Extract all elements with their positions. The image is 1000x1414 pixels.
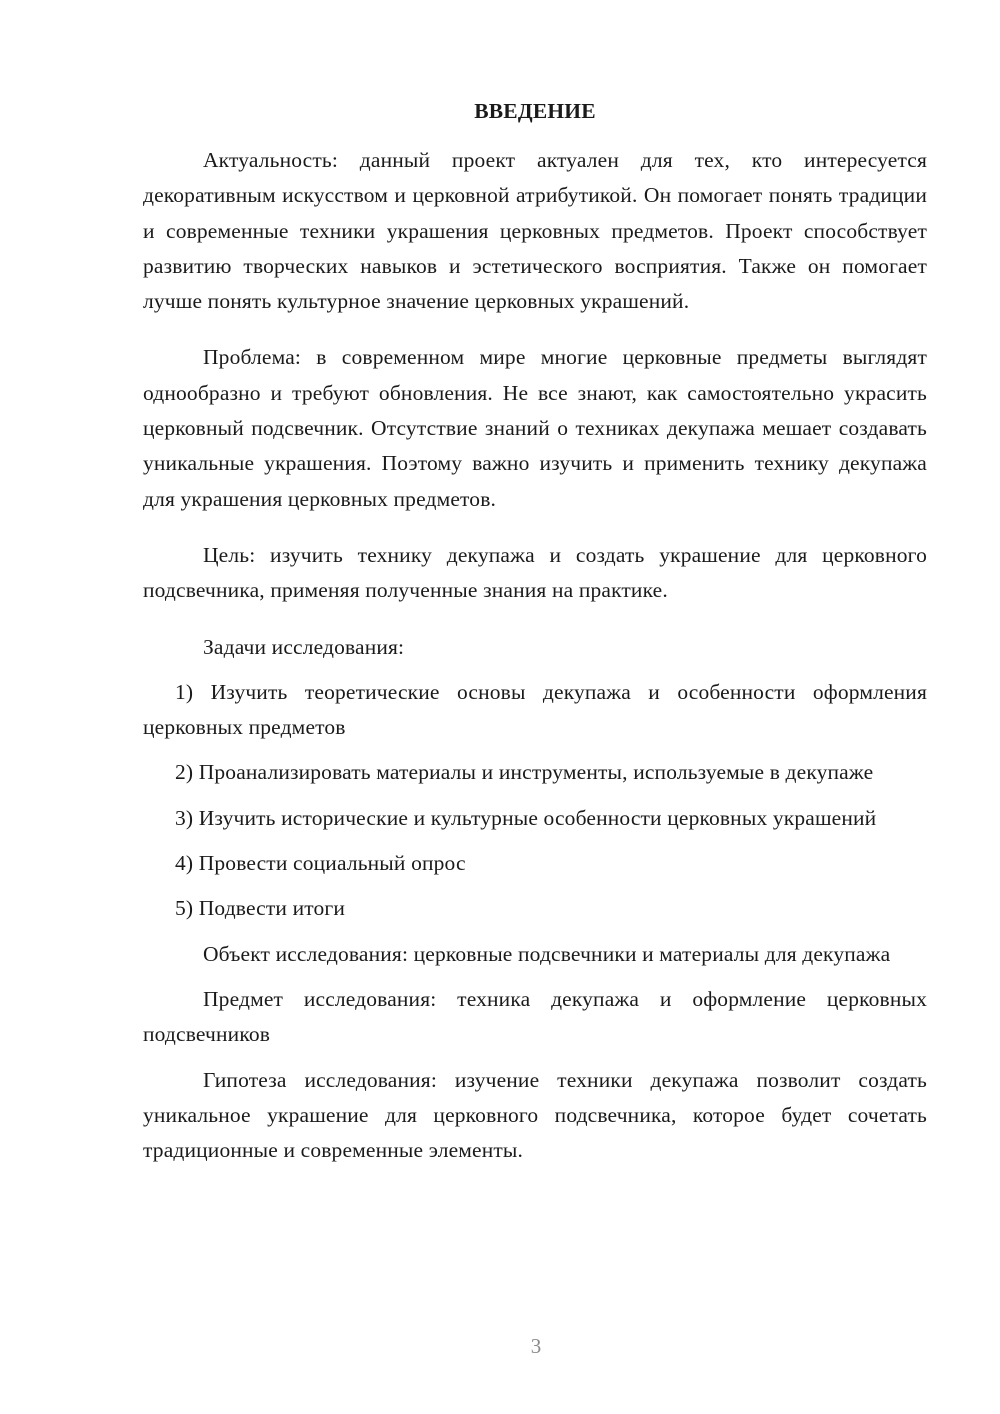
task-item-3: 3) Изучить исторические и культурные особенности церковных украшений <box>175 805 877 830</box>
page-content <box>143 96 927 1189</box>
tasks-heading: Задачи исследования: <box>203 634 405 659</box>
task-item-5: 5) Подвести итоги <box>175 896 346 921</box>
object-paragraph: Объект исследования: церковные подсвечники и материалы для декупажа <box>203 941 891 966</box>
relevance-paragraph: Актуальность: данный проект актуален для тех, кто интересуется декоративным искусством и церковной атрибутикой. Он помогает понять традиции и современные техники украшения церковных предметов. Проект способствует развитию творческих навыков и эстетического восприятия. Также он помогает лучше понять культурное значение церковных украшений. <box>143 148 927 314</box>
section-heading: ВВЕДЕНИЕ <box>474 99 596 123</box>
page-number: 3 <box>530 1334 542 1358</box>
problem-paragraph: Проблема: в современном мире многие церковные предметы выглядят однообразно и требуют обновления. Не все знают, как самостоятельно украсить церковный подсвечник. Отсутствие знаний о техниках декупажа мешает создавать уникальные украшения. Поэтому важно изучить и применить технику декупажа для украшения церковных предметов. <box>143 345 927 511</box>
goal-paragraph: Цель: изучить технику декупажа и создать украшение для церковного подсвечника, применяя полученные знания на практике. <box>143 542 927 603</box>
task-item-1: 1) Изучить теоретические основы декупажа и особенности оформления церковных предметов <box>143 679 927 740</box>
task-item-2: 2) Проанализировать материалы и инструменты, используемые в декупаже <box>175 760 874 785</box>
hypothesis-paragraph: Гипотеза исследования: изучение техники декупажа позволит создать уникальное украшение для церковного подсвечника, которое будет сочетать традиционные и современные элементы. <box>143 1067 927 1163</box>
subject-paragraph: Предмет исследования: техника декупажа и оформление церковных подсвечников <box>143 986 927 1047</box>
task-item-4: 4) Провести социальный опрос <box>175 851 466 876</box>
